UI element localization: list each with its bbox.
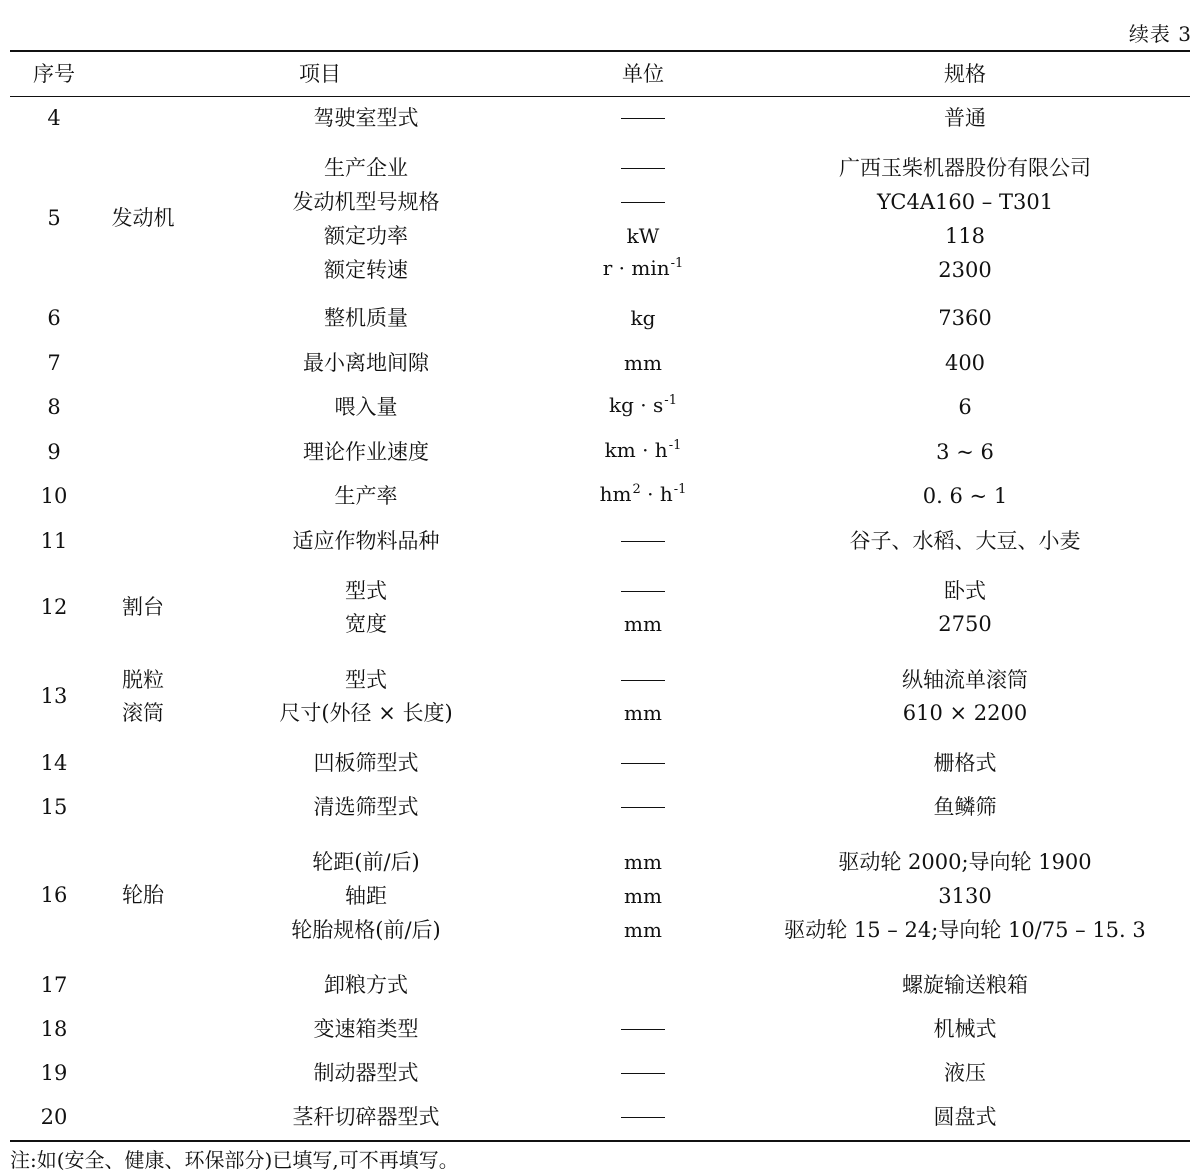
row-spec: 螺旋输送粮箱	[902, 973, 1028, 997]
unit-dash	[621, 1117, 665, 1118]
unit-dash	[621, 763, 665, 764]
row-no: 14	[40, 751, 68, 775]
row-item: 轮胎规格(前/后)	[291, 918, 441, 942]
row-spec: 驱动轮 15 – 24;导向轮 10/75 – 15. 3	[784, 918, 1146, 942]
row-item: 驾驶室型式	[313, 106, 419, 130]
row-unit: mm	[624, 918, 662, 942]
row-group: 滚筒	[122, 701, 164, 725]
row-item: 型式	[345, 579, 387, 603]
row-no: 19	[40, 1061, 68, 1085]
row-no: 12	[40, 595, 68, 619]
unit-dash	[621, 118, 665, 119]
header-unit: 单位	[622, 62, 664, 86]
unit-dash	[621, 541, 665, 542]
row-group: 发动机	[111, 206, 175, 230]
row-spec: 栅格式	[933, 751, 997, 775]
table-top-rule	[10, 50, 1190, 52]
unit-base: kg · s	[609, 393, 664, 417]
row-spec: 卧式	[944, 579, 986, 603]
row-item: 整机质量	[324, 306, 408, 330]
row-item: 宽度	[345, 612, 387, 636]
row-spec: 驱动轮 2000;导向轮 1900	[838, 850, 1092, 874]
unit-superscript: -1	[668, 438, 682, 453]
row-spec: 2300	[938, 258, 992, 282]
unit-dash	[621, 591, 665, 592]
row-no: 18	[40, 1017, 68, 1041]
row-spec: 400	[944, 351, 986, 375]
unit-dash	[621, 1029, 665, 1030]
row-no: 6	[47, 306, 61, 330]
row-item: 生产企业	[324, 156, 408, 180]
row-unit: mm	[624, 351, 662, 375]
unit-superscript: -1	[664, 393, 677, 408]
unit-superscript: -1	[673, 482, 687, 497]
row-spec: 鱼鳞筛	[933, 795, 997, 819]
row-item: 理论作业速度	[303, 440, 429, 464]
row-item: 额定功率	[324, 224, 408, 248]
row-unit	[600, 482, 687, 510]
row-item: 轮距(前/后)	[312, 850, 420, 874]
row-unit: mm	[624, 884, 662, 908]
row-item: 变速箱类型	[313, 1017, 419, 1041]
row-spec: 2750	[938, 612, 992, 636]
row-no: 10	[40, 484, 68, 508]
row-item: 清选筛型式	[313, 795, 419, 819]
row-unit: mm	[624, 612, 662, 636]
row-unit	[609, 393, 677, 421]
row-no: 7	[47, 351, 61, 375]
unit-superscript: 2	[632, 482, 641, 497]
row-item: 适应作物料品种	[292, 529, 440, 553]
row-spec: 0. 6 ~ 1	[922, 484, 1008, 508]
header-item: 项目	[299, 62, 341, 86]
row-item: 最小离地间隙	[303, 351, 429, 375]
row-unit: kW	[626, 224, 660, 248]
row-spec: 谷子、水稻、大豆、小麦	[849, 529, 1081, 553]
row-spec: 118	[944, 224, 986, 248]
row-spec: 广西玉柴机器股份有限公司	[839, 156, 1091, 180]
row-item: 凹板筛型式	[313, 751, 419, 775]
row-no: 8	[47, 395, 61, 419]
row-spec: 纵轴流单滚筒	[902, 668, 1028, 692]
header-spec: 规格	[944, 62, 986, 86]
row-spec: 普通	[944, 106, 986, 130]
unit-base: km · h	[604, 438, 668, 462]
row-item: 生产率	[334, 484, 398, 508]
row-spec: 3 ~ 6	[936, 440, 994, 464]
row-unit: kg	[630, 306, 656, 330]
table-bottom-rule	[10, 1140, 1190, 1142]
row-spec: 机械式	[933, 1017, 997, 1041]
unit-dash	[621, 680, 665, 681]
row-unit	[605, 438, 682, 466]
row-group: 轮胎	[122, 883, 164, 907]
unit-base: hm	[599, 482, 632, 506]
row-unit	[603, 256, 684, 284]
row-no: 11	[40, 529, 68, 553]
row-spec: 7360	[938, 306, 992, 330]
row-unit: mm	[624, 701, 662, 725]
row-no: 13	[40, 684, 68, 708]
row-item: 型式	[345, 668, 387, 692]
header-no: 序号	[33, 62, 75, 86]
row-spec: 圆盘式	[933, 1105, 997, 1129]
unit-dash	[621, 168, 665, 169]
row-item: 轴距	[345, 884, 387, 908]
unit-base: r · min	[602, 256, 670, 280]
row-spec: YC4A160 – T301	[876, 190, 1054, 214]
row-item: 茎秆切碎器型式	[292, 1105, 440, 1129]
row-unit: mm	[624, 850, 662, 874]
row-no: 17	[40, 973, 68, 997]
row-item: 额定转速	[324, 258, 408, 282]
unit-dash	[621, 1073, 665, 1074]
row-spec: 610 × 2200	[902, 701, 1028, 725]
unit-dash	[621, 807, 665, 808]
row-group: 割台	[122, 595, 164, 619]
row-item: 发动机型号规格	[292, 190, 440, 214]
row-no: 20	[40, 1105, 68, 1129]
unit-dash	[621, 202, 665, 203]
unit-base: · h	[640, 482, 673, 506]
row-item: 卸粮方式	[324, 973, 408, 997]
table-footnote: 注:如(安全、健康、环保部分)已填写,可不再填写。	[10, 1148, 459, 1172]
row-spec: 3130	[938, 884, 992, 908]
row-no: 4	[47, 106, 61, 130]
row-item: 制动器型式	[313, 1061, 419, 1085]
row-no: 15	[40, 795, 68, 819]
row-spec: 液压	[944, 1061, 986, 1085]
row-no: 16	[40, 883, 68, 907]
row-spec: 6	[958, 395, 972, 419]
unit-superscript: -1	[670, 256, 684, 271]
row-item: 尺寸(外径 × 长度)	[279, 701, 453, 725]
table-header-rule	[10, 96, 1190, 97]
row-item: 喂入量	[334, 395, 398, 419]
continued-label: 续表 3	[1128, 22, 1192, 46]
row-group: 脱粒	[122, 668, 164, 692]
row-no: 5	[47, 206, 61, 230]
row-no: 9	[47, 440, 61, 464]
